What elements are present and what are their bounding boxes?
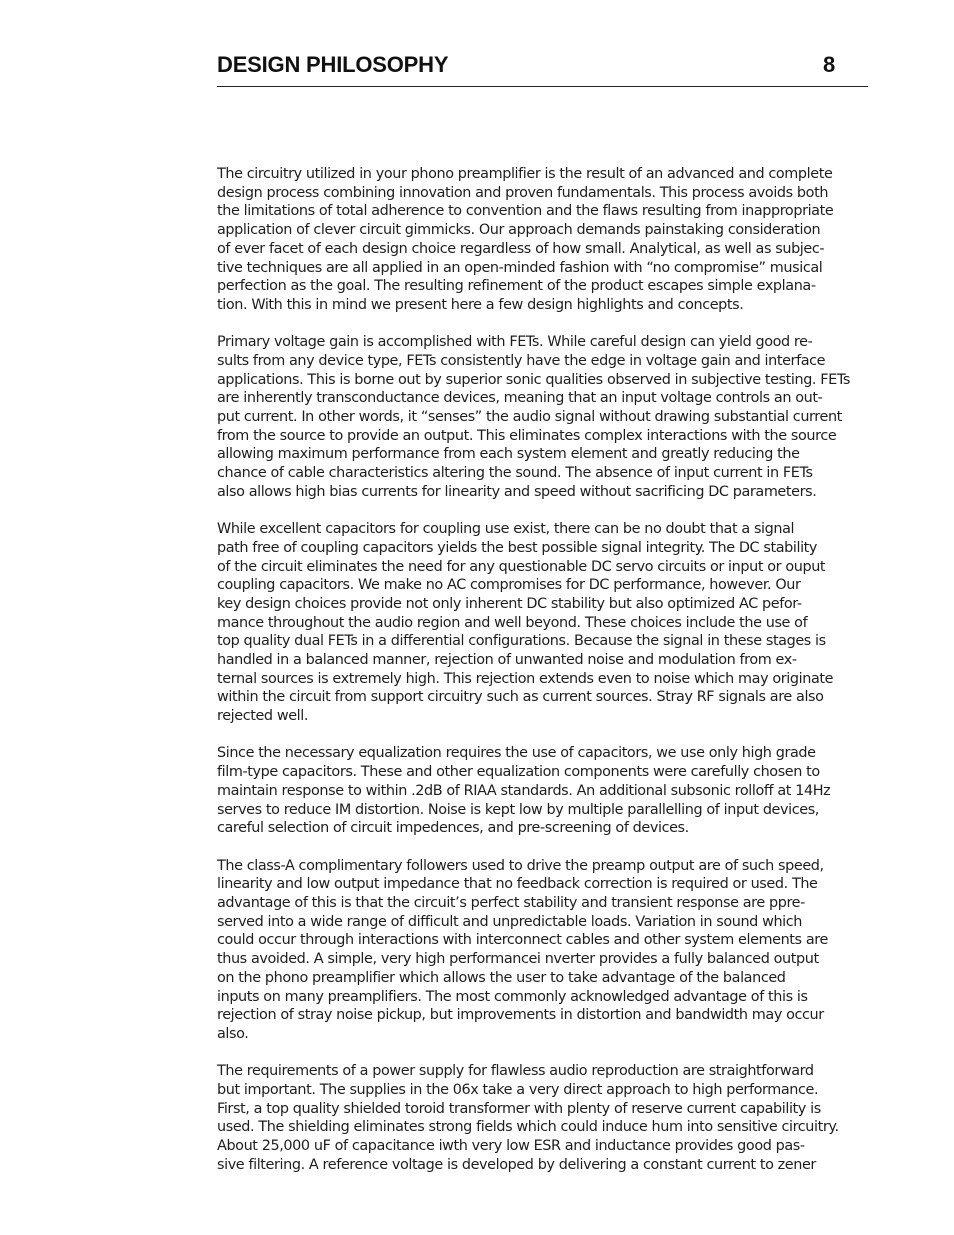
paragraph-line: inputs on many preamplifiers. The most commonly acknowledged advantage of this is bbox=[217, 988, 808, 1005]
paragraph-line: serves to reduce IM distortion. Noise is kept low by multiple parallelling of input devices, bbox=[217, 801, 819, 818]
paragraph-line: also. bbox=[217, 1025, 249, 1042]
paragraph-line: path free of coupling capacitors yields the best possible signal integrity. The DC stability bbox=[217, 539, 818, 556]
paragraph-line: The circuitry utilized in your phono preamplifier is the result of an advanced and complete bbox=[217, 166, 833, 182]
paragraph bbox=[217, 1062, 907, 1174]
paragraph-line: from the source to provide an output. This eliminates complex interactions with the source bbox=[217, 427, 837, 444]
paragraph-line: put current. In other words, it “senses” the audio signal without drawing substantial current bbox=[217, 409, 842, 426]
paragraph-line: perfection as the goal. The resulting refinement of the product escapes simple explana- bbox=[217, 278, 816, 295]
paragraph bbox=[217, 744, 907, 838]
paragraph-line: While excellent capacitors for coupling use exist, there can be no doubt that a signal bbox=[217, 521, 795, 538]
paragraph-line: top quality dual FETs in a differential configurations. Because the signal in these stages is bbox=[217, 633, 826, 650]
paragraph-line: mance throughout the audio region and well beyond. These choices include the use of bbox=[217, 614, 808, 631]
paragraph-line: film-type capacitors. These and other equalization components were carefully chosen to bbox=[217, 764, 820, 781]
paragraph-line: of ever facet of each design choice regardless of how small. Analytical, as well as subjec- bbox=[217, 240, 825, 257]
paragraph-line: are inherently transconductance devices, meaning that an input voltage controls an out- bbox=[217, 390, 823, 407]
paragraph bbox=[217, 857, 907, 1044]
paragraph-line: rejection of stray noise pickup, but improvements in distortion and bandwidth may occur bbox=[217, 1007, 824, 1024]
paragraph-line: rejected well. bbox=[217, 708, 309, 725]
page-number: 8 bbox=[823, 52, 836, 77]
paragraph-line: design process combining innovation and proven fundamentals. This process avoids both bbox=[217, 184, 829, 201]
paragraph-line: but important. The supplies in the 06x take a very direct approach to high performance. bbox=[217, 1081, 819, 1098]
paragraph bbox=[217, 165, 907, 315]
paragraph bbox=[217, 333, 907, 501]
paragraph-line: careful selection of circuit impedences, and pre-screening of devices. bbox=[217, 820, 689, 837]
paragraph-line: linearity and low output impedance that no feedback correction is required or used. The bbox=[217, 876, 818, 893]
paragraph-line: used. The shielding eliminates strong fields which could induce hum into sensitive circuitry. bbox=[217, 1119, 839, 1136]
paragraph-line: sive filtering. A reference voltage is developed by delivering a constant current to zener bbox=[217, 1156, 816, 1173]
paragraph-line: About 25,000 uF of capacitance iwth very low ESR and inductance provides good pas- bbox=[217, 1138, 805, 1155]
paragraph-line: allowing maximum performance from each system element and greatly reducing the bbox=[217, 446, 800, 463]
paragraph-line: ternal sources is extremely high. This rejection extends even to noise which may originate bbox=[217, 670, 834, 687]
paragraph-line: served into a wide range of difficult and unpredictable loads. Variation in sound which bbox=[217, 913, 803, 930]
paragraph-line: Since the necessary equalization requires the use of capacitors, we use only high grade bbox=[217, 745, 816, 762]
paragraph-line: The class-A complimentary followers used to drive the preamp output are of such speed, bbox=[217, 857, 824, 874]
page-header bbox=[217, 50, 868, 87]
paragraph-line: handled in a balanced manner, rejection of unwanted noise and modulation from ex- bbox=[217, 652, 797, 669]
paragraph-line: application of clever circuit gimmicks. Our approach demands painstaking consideration bbox=[217, 222, 821, 239]
paragraph-line: maintain response to within .2dB of RIAA standards. An additional subsonic rolloff at 14Hz bbox=[217, 782, 831, 799]
paragraph-line: applications. This is borne out by superior sonic qualities observed in subjective testing. FETs bbox=[217, 371, 850, 388]
paragraph-line: could occur through interactions with interconnect cables and other system elements are bbox=[217, 932, 828, 949]
page-title: DESIGN PHILOSOPHY bbox=[217, 52, 449, 77]
paragraph-line: within the circuit from support circuitry such as current sources. Stray RF signals are also bbox=[217, 689, 824, 706]
paragraph-line: The requirements of a power supply for flawless audio reproduction are straightforward bbox=[217, 1063, 814, 1080]
paragraph-line: of the circuit eliminates the need for any questionable DC servo circuits or input or ouput bbox=[217, 558, 826, 575]
paragraph-line: Primary voltage gain is accomplished with FETs. While careful design can yield good re- bbox=[217, 334, 813, 351]
paragraph-line: sults from any device type, FETs consistently have the edge in voltage gain and interface bbox=[217, 352, 826, 369]
paragraph bbox=[217, 520, 907, 726]
paragraph-line: on the phono preamplifier which allows the user to take advantage of the balanced bbox=[217, 969, 786, 986]
body-text bbox=[217, 165, 907, 1193]
paragraph-line: advantage of this is that the circuit’s perfect stability and transient response are ppre- bbox=[217, 894, 805, 911]
paragraph-line: coupling capacitors. We make no AC compromises for DC performance, however. Our bbox=[217, 577, 801, 594]
paragraph-line: key design choices provide not only inherent DC stability but also optimized AC pefor- bbox=[217, 595, 802, 612]
paragraph-line: First, a top quality shielded toroid transformer with plenty of reserve current capability is bbox=[217, 1100, 821, 1117]
paragraph-line: tive techniques are all applied in an open-minded fashion with “no compromise” musical bbox=[217, 259, 823, 276]
paragraph-line: thus avoided. A simple, very high performancei nverter provides a fully balanced output bbox=[217, 951, 819, 968]
paragraph-line: chance of cable characteristics altering the sound. The absence of input current in FETs bbox=[217, 465, 813, 482]
paragraph-line: the limitations of total adherence to convention and the flaws resulting from inappropriate bbox=[217, 203, 834, 220]
paragraph-line: tion. With this in mind we present here a few design highlights and concepts. bbox=[217, 296, 744, 313]
paragraph-line: also allows high bias currents for linearity and speed without sacrificing DC parameters. bbox=[217, 483, 817, 500]
